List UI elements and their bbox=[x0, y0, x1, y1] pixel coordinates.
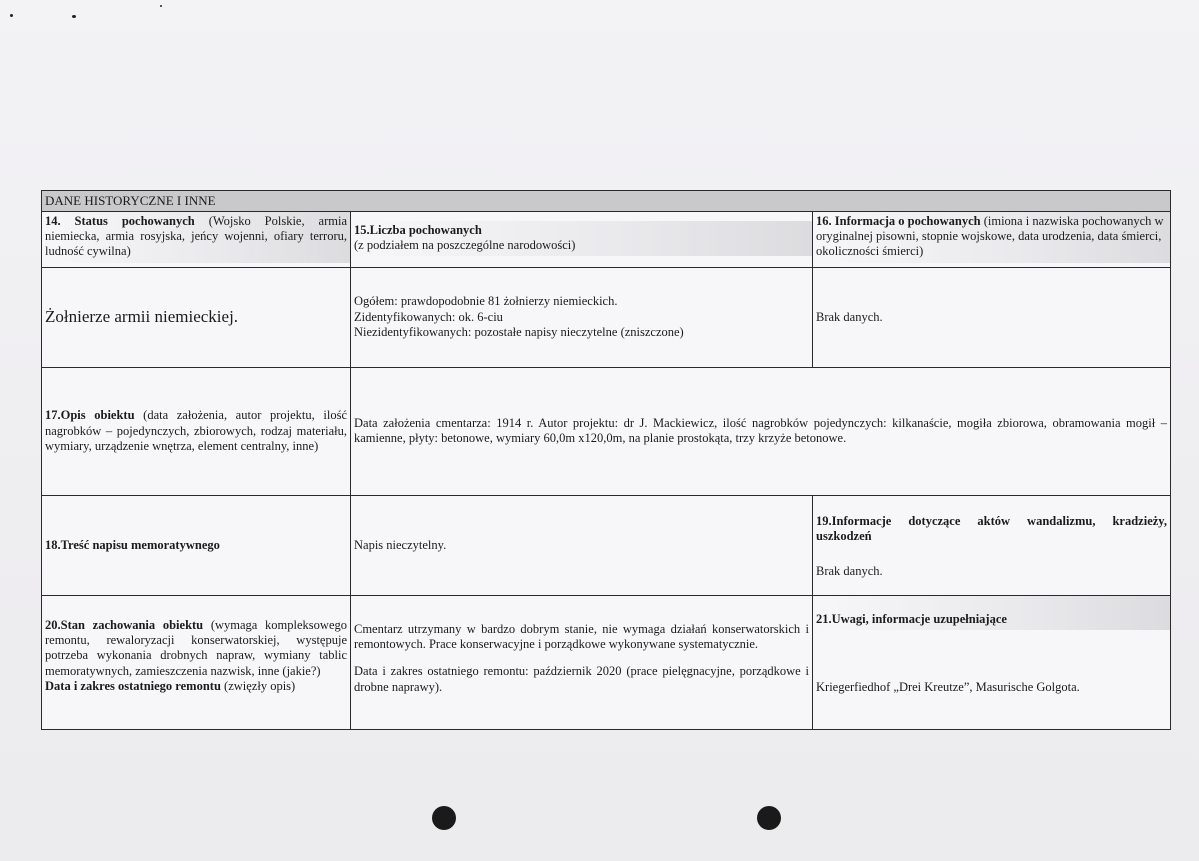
field-18-label: 18.Treść napisu memoratywnego bbox=[42, 495, 351, 595]
punch-hole bbox=[757, 806, 781, 830]
scan-speck bbox=[72, 15, 76, 18]
field-21 bbox=[813, 595, 1171, 729]
section-header: DANE HISTORYCZNE I INNE bbox=[42, 191, 1171, 212]
field-21-label: 21.Uwagi, informacje uzupełniające bbox=[816, 611, 1007, 626]
field-17-label: 17.Opis obiektu (data założenia, autor projektu, ilość nagrobków – pojedynczych, zbiorowych, rodzaj materiału, wymiary, urządzenie wnętrza, element centralny, inne) bbox=[42, 367, 351, 495]
field-17-value: Data założenia cmentarza: 1914 r. Autor projektu: dr J. Mackiewicz, ilość nagrobków pojedynczych: kilkanaście, mogiła zbiorowa, obramowania mogił – kamienne, płyty: betonowe, wymiary 60,0m x120,0m, na planie prostokąta, trzy krzyże betonowe. bbox=[351, 367, 1171, 495]
field-21-value: Kriegerfiedhof „Drei Kreutze”, Masurische Golgota. bbox=[816, 680, 1080, 695]
scan-speck bbox=[10, 14, 13, 17]
scan-speck bbox=[160, 5, 162, 7]
field-16-label: 16. Informacja o pochowanych (imiona i nazwiska pochowanych w oryginalnej pisowni, stopnie wojskowe, data urodzenia, data śmierci, okoliczności śmierci) bbox=[813, 211, 1171, 267]
field-19-label: 19.Informacje dotyczące aktów wandalizmu, kradzieży, uszkodzeń bbox=[816, 513, 1167, 544]
field-20-label: 20.Stan zachowania obiektu (wymaga kompleksowego remontu, rewaloryzacji konserwatorskiej, występuje potrzeba wykonania drobnych napraw, wymiany tablic memoratywnych, zamieszczenia nazwisk, inne (jakie?) Data i zakres ostatniego remontu (zwięzły opis) bbox=[42, 595, 351, 729]
field-16-value: Brak danych. bbox=[813, 267, 1171, 367]
punch-hole bbox=[432, 806, 456, 830]
field-14-label: 14. Status pochowanych (Wojsko Polskie, armia niemiecka, armia rosyjska, jeńcy wojenni, ofiary terroru, ludność cywilna) bbox=[42, 211, 351, 267]
field-15-label: 15.Liczba pochowanych (z podziałem na poszczególne narodowości) bbox=[351, 211, 813, 267]
historical-data-table bbox=[41, 190, 1171, 730]
field-15-value: Ogółem: prawdopodobnie 81 żołnierzy niemieckich. Zidentyfikowanych: ok. 6-ciu Niezidentyfikowanych: pozostałe napisy nieczytelne (zniszczone) bbox=[351, 267, 813, 367]
field-18-value: Napis nieczytelny. bbox=[351, 495, 813, 595]
field-19-value: Brak danych. bbox=[816, 564, 883, 579]
field-19 bbox=[813, 495, 1171, 595]
field-14-value: Żołnierze armii niemieckiej. bbox=[42, 267, 351, 367]
field-20-value: Cmentarz utrzymany w bardzo dobrym stanie, nie wymaga działań konserwatorskich i remontowych. Prace konserwacyjne i porządkowe wykonywane systematycznie. Data i zakres ostatniego remontu: październik 2020 (prace pielęgnacyjne, porządkowe i drobne naprawy). bbox=[351, 595, 813, 729]
